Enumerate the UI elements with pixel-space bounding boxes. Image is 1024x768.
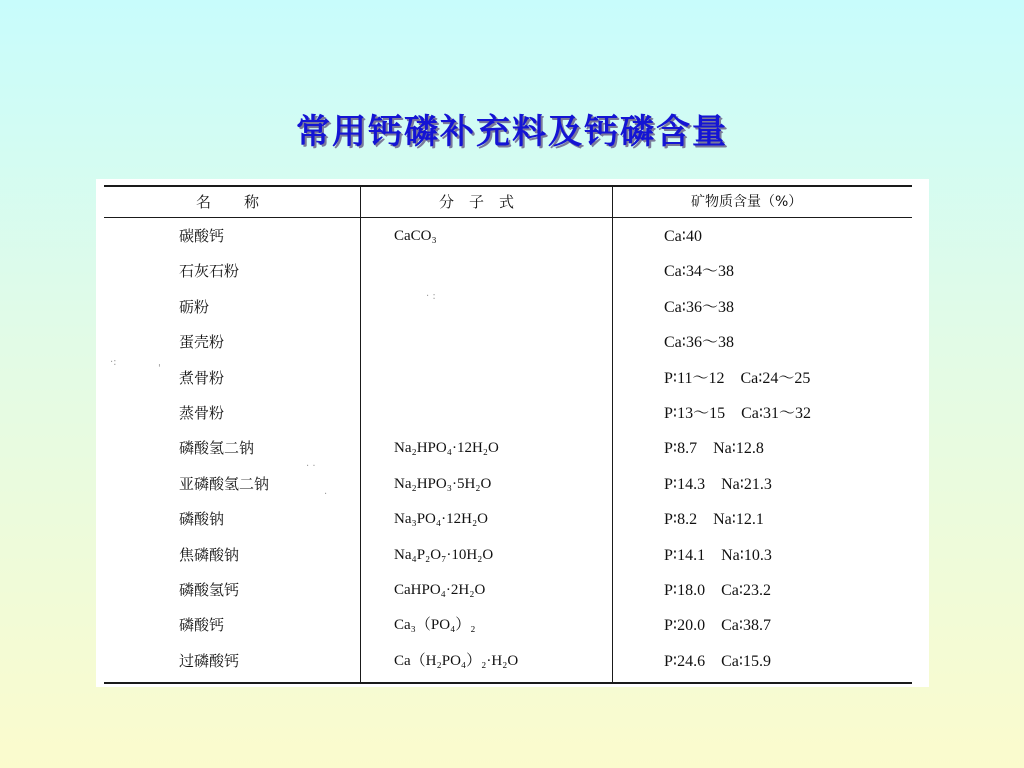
- row-formula: Na₄P₂O₇·10H₂O: [394, 546, 494, 563]
- table-body: [96, 219, 929, 679]
- row-name: 亚磷酸氢二钠: [179, 474, 270, 493]
- table-row: [96, 361, 929, 396]
- row-name: 磷酸钙: [179, 616, 225, 635]
- table-row: [96, 290, 929, 325]
- table-row: [96, 467, 929, 502]
- table-top-rule: [104, 185, 912, 187]
- slide-title: 常用钙磷补充料及钙磷含量: [296, 112, 728, 152]
- table-row: [96, 254, 929, 289]
- header-formula: 分 子 式: [439, 193, 515, 211]
- row-name: 过磷酸钙: [179, 651, 240, 670]
- row-formula: Na₃PO₄·12H₂O: [394, 511, 489, 528]
- header-mineral-content: 矿物质含量（%）: [691, 194, 803, 210]
- row-mineral: P∶20.0 Ca∶38.7: [664, 617, 772, 635]
- header-name: 名 称: [196, 193, 261, 211]
- table-row: [96, 219, 929, 254]
- row-mineral: P∶8.7 Na∶12.8: [664, 440, 764, 458]
- row-name: 碳酸钙: [179, 227, 225, 245]
- table-row: [96, 325, 929, 360]
- row-mineral: P∶14.3 Na∶21.3: [664, 475, 772, 493]
- scan-speck: · ·: [306, 461, 316, 472]
- row-mineral: P∶18.0 Ca∶23.2: [664, 581, 772, 599]
- row-formula: CaCO₃: [394, 228, 437, 244]
- mineral-table: [96, 179, 929, 687]
- row-mineral: Ca∶36～38: [664, 334, 734, 352]
- row-formula: Ca（H₂PO₄）₂·H₂O: [394, 652, 519, 669]
- row-name: 焦磷酸钠: [179, 545, 240, 564]
- table-row: [96, 502, 929, 537]
- table-row: [96, 396, 929, 431]
- table-header-rule: [104, 217, 912, 218]
- row-mineral: P∶8.2 Na∶12.1: [664, 511, 764, 529]
- scan-speck: ·: [324, 489, 328, 500]
- row-mineral: Ca∶36～38: [664, 298, 734, 316]
- table-row: [96, 538, 929, 573]
- row-mineral: Ca∶40: [664, 228, 702, 245]
- row-mineral: P∶14.1 Na∶10.3: [664, 546, 772, 564]
- row-formula: Ca₃（PO₄）₂: [394, 617, 476, 634]
- scan-speck: ·:: [110, 357, 117, 368]
- row-name: 砺粉: [179, 297, 210, 316]
- row-formula: Na₂HPO₄·12H₂O: [394, 440, 499, 457]
- row-formula: Na₂HPO₃·5H₂O: [394, 475, 492, 492]
- row-mineral: P∶13～15 Ca∶31～32: [664, 404, 812, 422]
- row-name: 蛋壳粉: [179, 333, 225, 352]
- scan-speck: · :: [426, 291, 436, 302]
- table-row: [96, 608, 929, 643]
- row-name: 磷酸氢二钠: [179, 439, 255, 458]
- table-row: [96, 573, 929, 608]
- row-mineral: P∶11～12 Ca∶24～25: [664, 369, 811, 387]
- row-name: 蒸骨粉: [179, 403, 225, 422]
- table-row: [96, 431, 929, 466]
- row-formula: CaHPO₄·2H₂O: [394, 581, 486, 598]
- row-name: 石灰石粉: [179, 262, 240, 281]
- table-bottom-rule: [104, 682, 912, 684]
- row-name: 煮骨粉: [179, 368, 225, 387]
- row-name: 磷酸氢钙: [179, 580, 240, 599]
- row-name: 磷酸钠: [179, 510, 225, 529]
- table-row: [96, 644, 929, 679]
- row-mineral: Ca∶34～38: [664, 263, 734, 281]
- scan-speck: ': [158, 363, 161, 374]
- row-mineral: P∶24.6 Ca∶15.9: [664, 652, 772, 670]
